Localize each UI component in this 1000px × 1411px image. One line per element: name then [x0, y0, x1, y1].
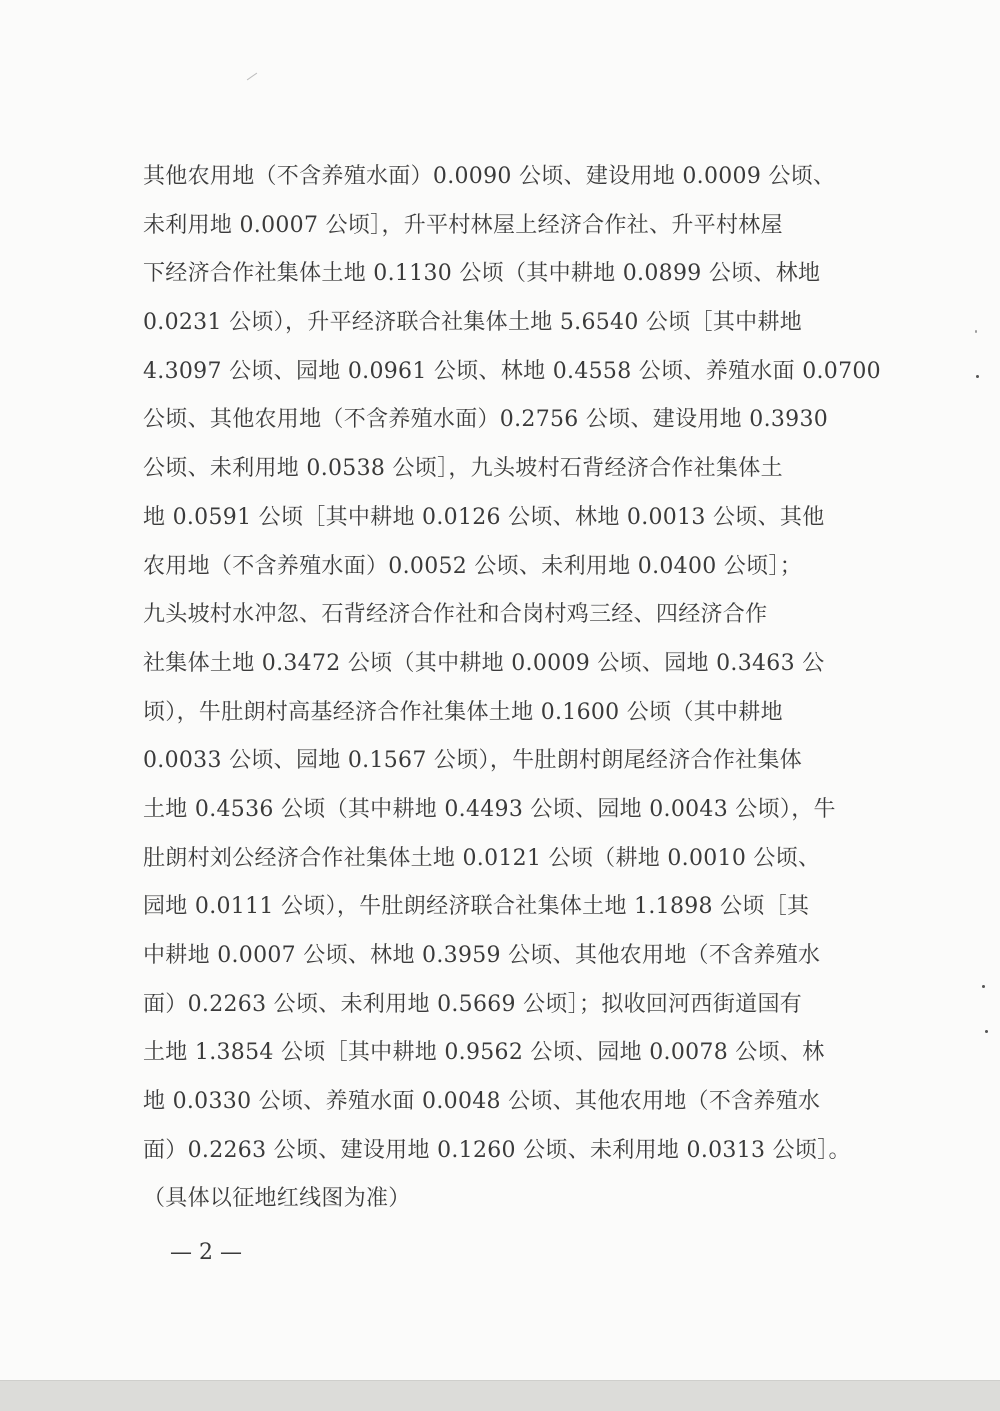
- text-line: 九头坡村水冲忽、石背经济合作社和合岗村鸡三经、四经济合作: [143, 602, 768, 628]
- text-line: 园地 0.0111 公顷），牛肚朗经济联合社集体土地 1.1898 公顷［其: [143, 894, 810, 920]
- text-line: 农用地（不含养殖水面）0.0052 公顷、未利用地 0.0400 公顷］；: [143, 553, 803, 579]
- text-line: 4.3097 公顷、园地 0.0961 公顷、林地 0.4558 公顷、养殖水面 0.0700: [143, 358, 881, 384]
- text-line: 下经济合作社集体土地 0.1130 公顷（其中耕地 0.0899 公顷、林地: [143, 261, 821, 287]
- text-line: 地 0.0591 公顷［其中耕地 0.0126 公顷、林地 0.0013 公顷、其他: [143, 504, 825, 530]
- text-line: 面）0.2263 公顷、建设用地 0.1260 公顷、未利用地 0.0313 公顷］。: [143, 1137, 851, 1163]
- page-number: — 2 —: [170, 1240, 242, 1265]
- scan-bottom-edge: [0, 1380, 1000, 1411]
- text-line: 面）0.2263 公顷、未利用地 0.5669 公顷］；拟收回河西街道国有: [143, 991, 803, 1017]
- text-line: 地 0.0330 公顷、养殖水面 0.0048 公顷、其他农用地（不含养殖水: [143, 1089, 821, 1115]
- scan-speck: [975, 330, 977, 333]
- text-line: （具体以征地红线图为准）: [143, 1186, 411, 1212]
- text-line: 顷），牛肚朗村高基经济合作社集体土地 0.1600 公顷（其中耕地: [143, 699, 783, 725]
- scan-speck: [985, 1030, 988, 1033]
- text-line: 0.0231 公顷），升平经济联合社集体土地 5.6540 公顷［其中耕地: [143, 310, 803, 336]
- scan-mark: [247, 73, 257, 81]
- text-line: 公顷、其他农用地（不含养殖水面）0.2756 公顷、建设用地 0.3930: [143, 407, 829, 433]
- text-line: 未利用地 0.0007 公顷］，升平村林屋上经济合作社、升平村林屋: [143, 212, 783, 238]
- scan-speck: [976, 375, 979, 378]
- body-text: [143, 153, 887, 1224]
- text-line: 其他农用地（不含养殖水面）0.0090 公顷、建设用地 0.0009 公顷、: [143, 164, 836, 189]
- text-line: 社集体土地 0.3472 公顷（其中耕地 0.0009 公顷、园地 0.3463 公: [143, 650, 825, 676]
- text-line: 肚朗村刘公经济合作社集体土地 0.0121 公顷（耕地 0.0010 公顷、: [143, 845, 821, 871]
- text-line: 0.0033 公顷、园地 0.1567 公顷），牛肚朗村朗尾经济合作社集体: [143, 748, 803, 774]
- text-line: 土地 1.3854 公顷［其中耕地 0.9562 公顷、园地 0.0078 公顷、林: [143, 1040, 825, 1066]
- text-line: 中耕地 0.0007 公顷、林地 0.3959 公顷、其他农用地（不含养殖水: [143, 943, 821, 968]
- text-line: 土地 0.4536 公顷（其中耕地 0.4493 公顷、园地 0.0043 公顷），牛: [143, 796, 836, 822]
- scan-speck: [982, 985, 985, 988]
- text-line: 公顷、未利用地 0.0538 公顷］，九头坡村石背经济合作社集体土: [143, 456, 783, 482]
